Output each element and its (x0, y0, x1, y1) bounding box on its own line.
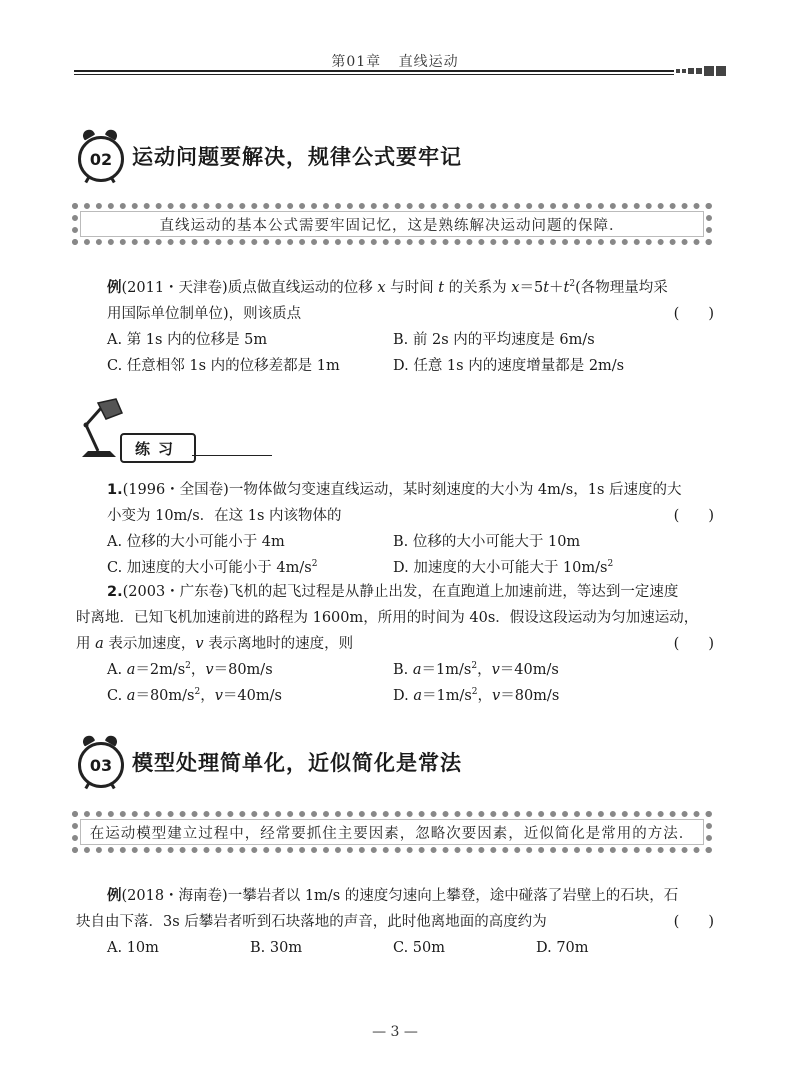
problem-2-line-3: 用 a 表示加速度，v 表示离地时的速度，则 ( ) (76, 636, 714, 652)
example-2-option-a: A. 10m (107, 940, 159, 956)
example-1-line-2: 用国际单位制单位)，则该质点 ( ) (107, 306, 714, 322)
practice-rule (192, 455, 272, 456)
practice-heading (76, 397, 206, 461)
problem-1-option-c: C. 加速度的大小可能小于 $4m/s^2$ (107, 559, 318, 576)
problem-2-option-c: C. $a=80m/s^2$，v＝40m/s (107, 687, 282, 704)
note-text: 在运动模型建立过程中，经常要抓住主要因素，忽略次要因素，近似简化是常用的方法． (89, 825, 695, 842)
section-02-heading (76, 128, 462, 184)
problem-1-line-1: 1.(1996・全国卷)一物体做匀变速直线运动，某时刻速度的大小为 4m/s，1s 后速度的大 (107, 482, 682, 498)
problem-2-line-1: 2.(2003・广东卷)飞机的起飞过程是从静止出发，在直跑道上加速前进，等达到一定速度 (107, 584, 679, 600)
example-1-option-a: A. 第 1s 内的位移是 5m (107, 332, 268, 348)
example-1-line-1: 例(2011・天津卷)质点做直线运动的位移 x 与时间 t 的关系为 $x=5t+t^2$(各物理量均采 (107, 279, 668, 296)
example-1-option-d: D. 任意 1s 内的速度增量都是 2m/s (393, 358, 625, 374)
header-rule-thin (74, 74, 674, 75)
alarm-clock-icon (76, 738, 124, 786)
example-2-option-b: B. 30m (250, 940, 303, 956)
alarm-clock-icon (76, 132, 124, 180)
example-2-line-1: 例(2018・海南卷)一攀岩者以 1m/s 的速度匀速向上攀登，途中碰落了岩壁上的石块，石 (107, 888, 679, 904)
problem-2-option-d: D. $a=1m/s^2$，v＝80m/s (393, 687, 560, 704)
running-head (0, 51, 790, 71)
example-2-option-d: D. 70m (536, 940, 589, 956)
section-03-note (72, 811, 712, 853)
problem-2-option-b: B. $a=1m/s^2$，v＝40m/s (393, 661, 559, 678)
note-text: 直线运动的基本公式需要牢固记忆，这是熟练解决运动问题的保障． (159, 217, 625, 234)
problem-1-option-b: B. 位移的大小可能大于 10m (393, 534, 581, 550)
example-2-option-c: C. 50m (393, 940, 445, 956)
example-1-option-c: C. 任意相邻 1s 内的位移差都是 1m (107, 358, 340, 374)
section-number: 03 (78, 742, 124, 788)
example-1-option-b: B. 前 2s 内的平均速度是 6m/s (393, 332, 595, 348)
chapter-title: 直线运动 (398, 54, 459, 70)
example-2-line-2: 块自由下落．3s 后攀岩者听到石块落地的声音，此时他离地面的高度约为 ( ) (76, 914, 714, 930)
practice-label: 练习 (120, 433, 196, 463)
section-03-heading (76, 734, 462, 790)
problem-1-option-d: D. 加速度的大小可能大于 $10m/s^2$ (393, 559, 614, 576)
section-02-note (72, 203, 712, 245)
header-rule (74, 70, 674, 72)
answer-paren: ( ) (673, 306, 714, 322)
answer-paren: ( ) (673, 508, 714, 524)
problem-2-option-a: A. $a=2m/s^2$，v＝80m/s (107, 661, 273, 678)
chapter-number: 第01章 (331, 54, 382, 70)
problem-1-line-2: 小变为 10m/s．在这 1s 内该物体的 ( ) (107, 508, 714, 524)
header-decoration (676, 66, 726, 76)
problem-2-line-2: 时离地．已知飞机加速前进的路程为 1600m，所用的时间为 40s．假设这段运动为匀加速运动， (76, 610, 699, 626)
answer-paren: ( ) (673, 636, 714, 652)
section-title: 运动问题要解决，规律公式要牢记 (132, 145, 462, 169)
section-title: 模型处理简单化，近似简化是常法 (132, 751, 462, 775)
section-number: 02 (78, 136, 124, 182)
answer-paren: ( ) (673, 914, 714, 930)
page-number: — 3 — (372, 1024, 418, 1040)
problem-1-option-a: A. 位移的大小可能小于 4m (107, 534, 285, 550)
